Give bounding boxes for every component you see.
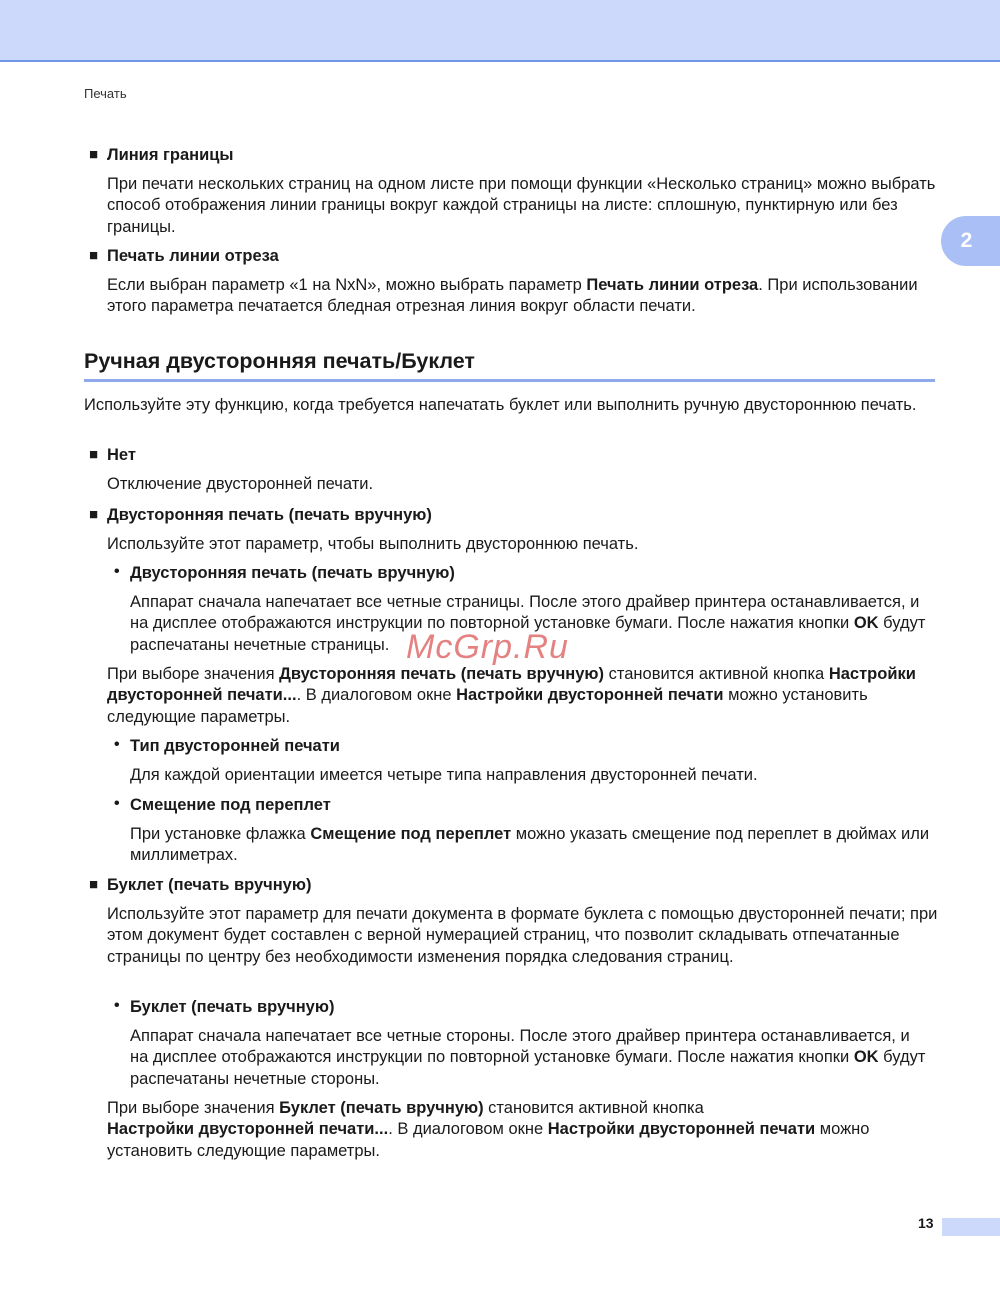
page-number: 13: [918, 1215, 934, 1231]
dot-bullet-icon: •: [114, 736, 120, 753]
footer-bar: [942, 1218, 1000, 1236]
dot-bullet-icon: •: [114, 795, 120, 812]
gutter-offset-title: Смещение под переплет: [130, 796, 331, 814]
chapter-tab: 2: [941, 216, 1000, 266]
booklet-body: Используйте этот параметр для печати документа в формате буклета с помощью двусторонней печати; при этом документ будет составлен с верной нумерацией страниц, что позволит складывать отпечатанные страницы по центру без необходимости изменения порядка следования страниц.: [107, 905, 938, 966]
running-head: Печать: [84, 86, 127, 101]
square-bullet-icon: ■: [89, 506, 99, 523]
duplex-sub-body: Аппарат сначала напечатает все четные страницы. После этого драйвер принтера останавливается, и на дисплее отображаются инструкции по повторной установке бумаги. После нажатия кнопки OK будут распечатаны нечетные страницы.: [130, 593, 926, 654]
heading-rule: [84, 379, 935, 382]
square-bullet-icon: ■: [89, 247, 99, 264]
watermark: McGrp.Ru: [406, 628, 569, 666]
border-line-title: Линия границы: [107, 146, 234, 164]
dot-bullet-icon: •: [114, 563, 120, 580]
cut-line-body: Если выбран параметр «1 на NxN», можно выбрать параметр Печать линии отреза. При использовании этого параметра печатается бледная отрезная линия вокруг области печати.: [107, 276, 918, 316]
border-line-body: При печати нескольких страниц на одном листе при помощи функции «Несколько страниц» можно выбрать способ отображения линии границы вокруг каждой страницы на листе: сплошную, пунктирную или без границы.: [107, 175, 936, 236]
cut-line-title: Печать линии отреза: [107, 247, 279, 265]
gutter-offset-body: При установке флажка Смещение под переплет можно указать смещение под переплет в дюймах или миллиметрах.: [130, 825, 930, 865]
booklet-sub-body: Аппарат сначала напечатает все четные стороны. После этого драйвер принтера останавливается, и на дисплее отображаются инструкции по повторной установке бумаги. После нажатия кнопки OK будут распечатаны нечетные стороны.: [130, 1027, 926, 1088]
duplex-settings-paragraph: При выборе значения Двусторонняя печать (печать вручную) становится активной кнопка Настройки двусторонней печати.... В диалоговом окне Настройки двусторонней печати можно установить следующие параметры.: [107, 665, 916, 726]
duplex-sub-title: Двусторонняя печать (печать вручную): [130, 564, 455, 582]
booklet-sub-title: Буклет (печать вручную): [130, 998, 335, 1016]
square-bullet-icon: ■: [89, 146, 99, 163]
duplex-type-body: Для каждой ориентации имеется четыре типа направления двусторонней печати.: [130, 766, 758, 784]
booklet-settings-paragraph: При выборе значения Буклет (печать вручную) становится активной кнопка Настройки двусторонней печати.... В диалоговом окне Настройки двусторонней печати можно установить следующие параметры.: [107, 1099, 870, 1160]
square-bullet-icon: ■: [89, 446, 99, 463]
none-body: Отключение двусторонней печати.: [107, 475, 374, 493]
none-title: Нет: [107, 446, 136, 464]
intro-paragraph: Используйте эту функцию, когда требуется напечатать буклет или выполнить ручную двустороннюю печать.: [84, 396, 917, 414]
dot-bullet-icon: •: [114, 997, 120, 1014]
duplex-body: Используйте этот параметр, чтобы выполнить двустороннюю печать.: [107, 535, 639, 553]
header-band: [0, 0, 1000, 62]
booklet-title: Буклет (печать вручную): [107, 876, 312, 894]
square-bullet-icon: ■: [89, 876, 99, 893]
section-heading: Ручная двусторонняя печать/Буклет: [84, 349, 475, 373]
duplex-type-title: Тип двусторонней печати: [130, 737, 340, 755]
duplex-title: Двусторонняя печать (печать вручную): [107, 506, 432, 524]
